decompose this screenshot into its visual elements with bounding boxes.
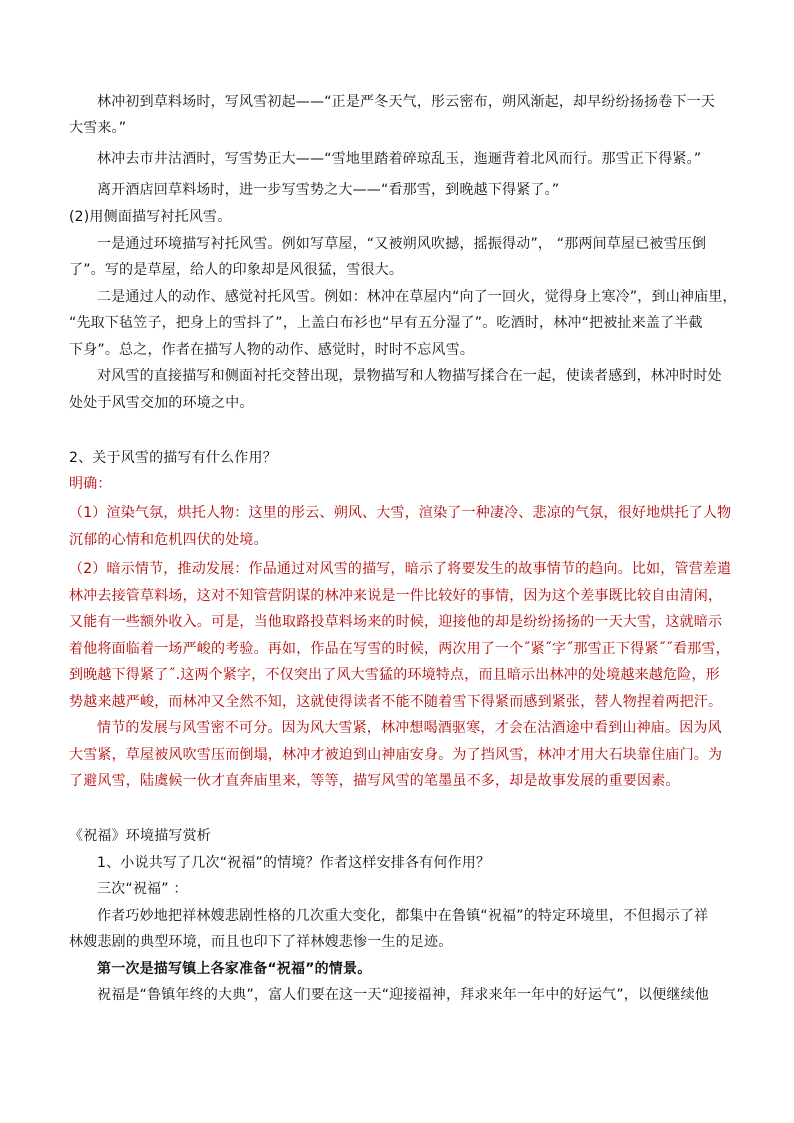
paragraph-line: 林嫂悲剧的典型环境，而且也印下了祥林嫂悲惨一生的足迹。 [69,934,453,950]
paragraph-line: 下身”。总之，作者在描写人物的动作、感觉时，时时不忘风雪。 [69,342,475,358]
answer-line: 到晚越下得紧了˝.这两个紧字，不仅突出了风大雪猛的环境特点，而且暗示出林冲的处境越来越危险，形 [69,667,720,683]
paragraph-line: 处处于风雪交加的环境之中。 [69,395,254,411]
answer-line: 又能有一些额外收入。可是，当他取路投草料场来的时候，迎接他的却是纷纷扬扬的一天大雪，这就暗示 [69,614,723,630]
answer-line: 着他将面临着一场严峻的考验。再如，作品在写雪的时候，两次用了一个˝紧˝字˝那雪正下得紧˝˝看那雪， [69,641,730,657]
paragraph-line: 林冲去市井沽酒时，写雪势正大——“雪地里踏着碎琼乱玉，迤逦背着北风而行。那雪正下得紧。” [97,151,702,167]
answer-line: 势越来越严峻，而林冲又全然不知，这就使得读者不能不随着雪下得紧而感到紧张，替人物捏着两把汗。 [69,694,723,710]
paragraph-line: 作者巧妙地把祥林嫂悲剧性格的几次重大变化，都集中在鲁镇“祝福”的特定环境里，不但揭示了祥 [97,908,709,924]
answer-line: （2）暗示情节，推动发展：作品通过对风雪的描写，暗示了将要发生的故事情节的趋向。比如，管营差遣 [69,561,732,577]
answer-line: 三次“祝福” ： [97,881,188,897]
paragraph-line: 一是通过环境描写衬托风雪。例如写草屋，“又被朔风吹撼，摇振得动”， “那两间草屋已被雪压倒 [97,236,707,252]
bold-subheading: 第一次是描写镇上各家准备“祝福”的情景。 [97,961,372,977]
subheading: (2)用侧面描写衬托风雪。 [69,209,232,225]
paragraph-line: 祝福是“鲁镇年终的大典”，富人们要在这一天“迎接福神，拜求来年一年中的好运气”，以便继续他 [97,987,710,1003]
answer-line: 沉郁的心情和危机四伏的处境。 [69,532,268,548]
answer-label: 明确： [69,476,112,492]
paragraph-line: 了”。写的是草屋，给人的印象却是风很猛，雪很大。 [69,262,404,278]
question-heading: 2、关于风雪的描写有什么作用？ [69,450,277,466]
question-line: 1、小说共写了几次“祝福”的情境？作者这样安排各有何作用？ [97,855,491,871]
answer-line: （1）渲染气氛，烘托人物：这里的彤云、朔风、大雪，渲染了一种凄冷、悲凉的气氛，很好地烘托了人物 [69,505,732,521]
paragraph-line: 林冲初到草料场时，写风雪初起——“正是严冬天气，彤云密布，朔风渐起，却早纷纷扬扬卷下一天 [97,94,716,110]
paragraph-line: 大雪来。” [69,120,127,136]
paragraph-line: 对风雪的直接描写和侧面衬托交替出现，景物描写和人物描写揉合在一起，使读者感到，林冲时时处 [97,368,722,384]
answer-line: 林冲去接管草料场，这对不知管营阴谋的林冲来说是一件比较好的事情，因为这个差事既比较自由清闲， [69,588,723,604]
section-heading: 《祝福》环境描写赏析 [69,828,211,844]
paragraph-line: 二是通过人的动作、感觉衬托风雪。例如：林冲在草屋内“向了一回火，觉得身上寒冷”，到山神庙里， [97,289,737,305]
answer-line: 情节的发展与风雪密不可分。因为风大雪紧，林冲想喝酒驱寒，才会在沽酒途中看到山神庙。因为风 [97,720,722,736]
answer-line: 了避风雪，陆虞候一伙才直奔庙里来，等等，描写风雪的笔墨虽不多，却是故事发展的重要因素。 [69,773,680,789]
answer-line: 大雪紧，草屋被风吹雪压而倒塌，林冲才被迫到山神庙安身。为了挡风雪，林冲才用大石块靠住庙门。为 [69,747,723,763]
paragraph-line: 离开酒店回草料场时，进一步写雪势之大——“看那雪，到晚越下得紧了。” [97,182,560,198]
paragraph-line: “先取下毡笠子，把身上的雪抖了”，上盖白布衫也“早有五分湿了”。吃酒时，林冲“把被扯来盖了半截 [69,315,703,331]
